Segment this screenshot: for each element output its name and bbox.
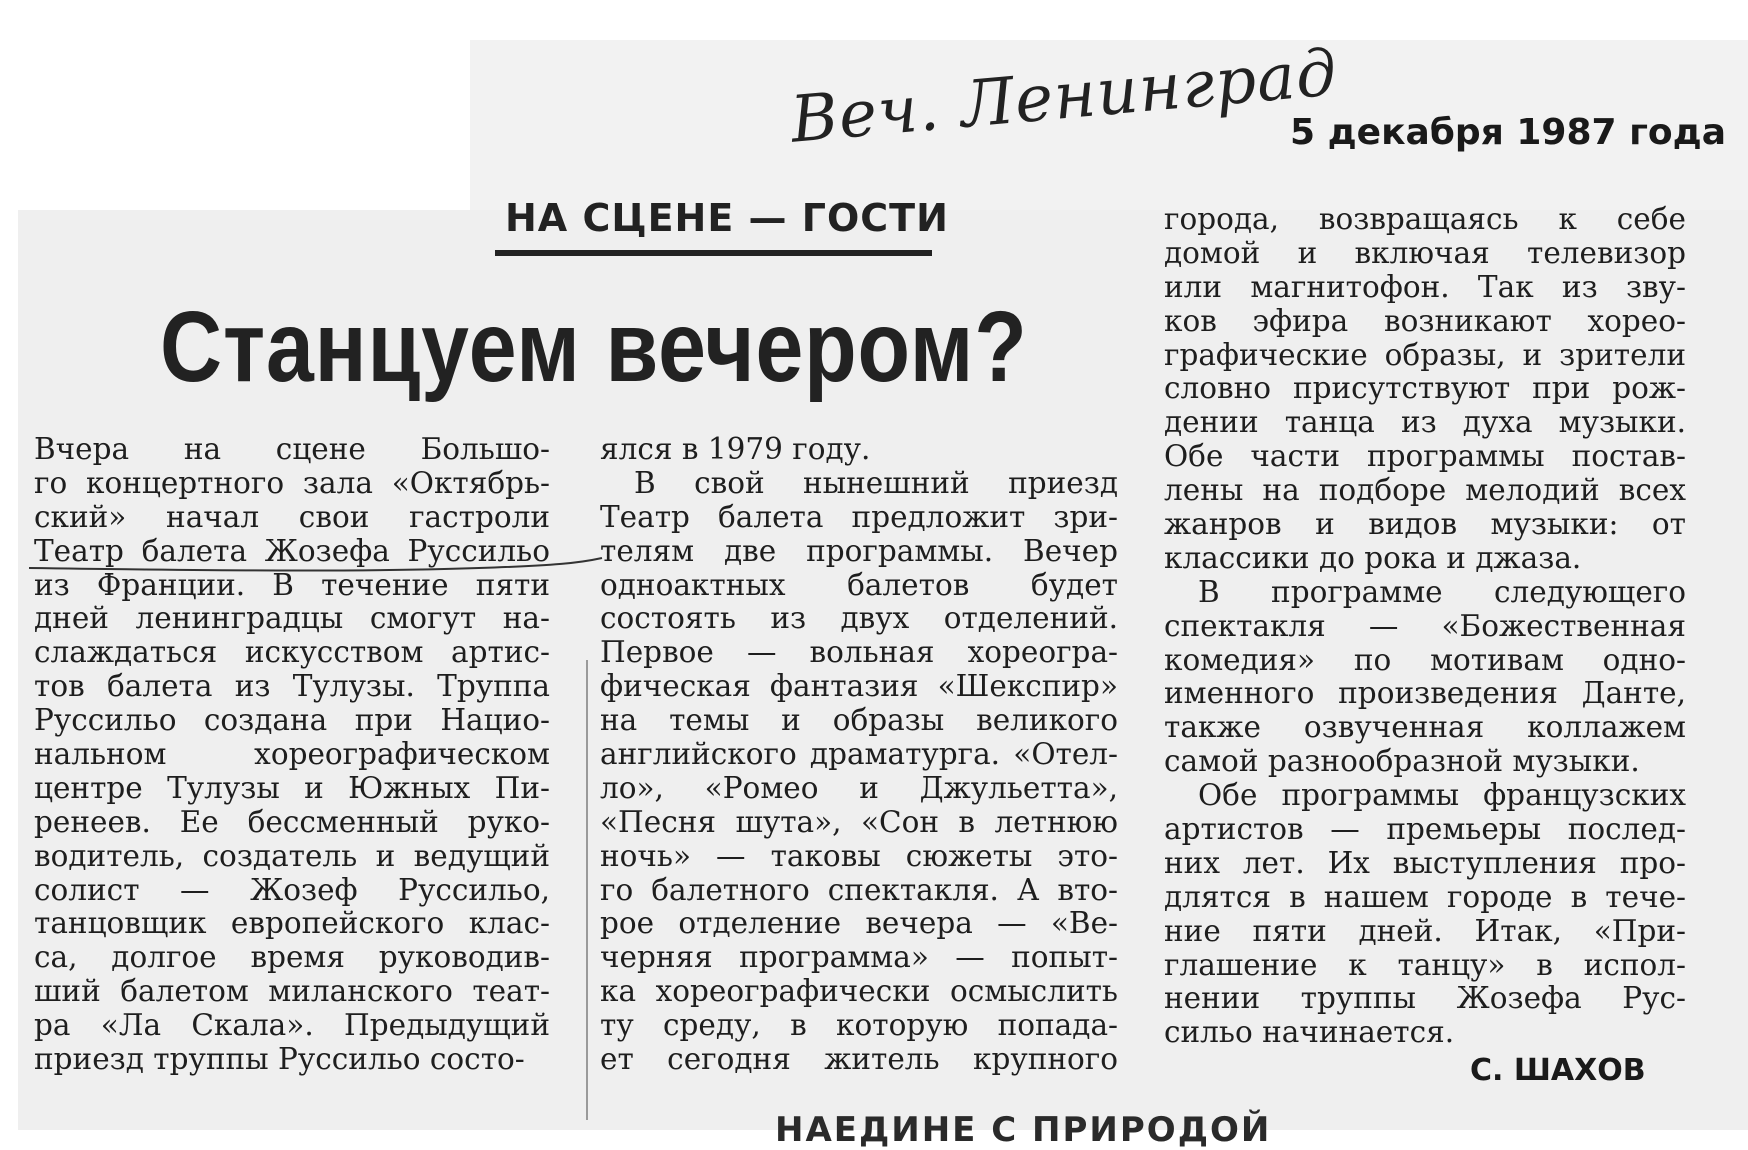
article-text-line: Обе программы французских: [1198, 779, 1686, 813]
article-text-line: В свой нынешний приезд: [634, 466, 1118, 500]
column-divider: [586, 660, 588, 1120]
section-rubric: НА СЦЕНЕ — ГОСТИ: [505, 196, 949, 240]
article-text-line: ский» начал свои гастроли: [34, 500, 550, 534]
article-text-line: приезд труппы Руссильо состо-: [34, 1043, 525, 1077]
article-text-line: «Песня шута», «Сон в летнюю: [600, 805, 1118, 839]
article-column-2: [600, 433, 1118, 1077]
article-text-line: В программе следующего: [1198, 575, 1686, 609]
article-text-line: ра «Ла Скала». Предыдущий: [34, 1009, 550, 1043]
publication-date: 5 декабря 1987 года: [1290, 112, 1726, 153]
article-text-line: танцовщик европейского клас-: [34, 907, 550, 941]
article-text-line: словно присутствуют при рож-: [1164, 372, 1686, 406]
article-text-line: спектакля — «Божественная: [1164, 609, 1686, 643]
article-headline: Станцуем вечером?: [160, 291, 1028, 403]
article-text-line: фическая фантазия «Шекспир»: [600, 670, 1118, 704]
article-text-line: английского драматурга. «Отел-: [600, 738, 1118, 772]
article-text-line: графические образы, и зрители: [1164, 338, 1686, 372]
rubric-underline: [495, 250, 932, 256]
article-text-line: ка хореографически осмыслить: [600, 975, 1118, 1009]
article-text-line: состоять из двух отделений.: [600, 602, 1118, 636]
article-text-line: са, долгое время руководив-: [34, 941, 550, 975]
article-column-1: [34, 433, 550, 1077]
next-article-heading: НАЕДИНЕ С ПРИРОДОЙ: [775, 1110, 1272, 1150]
article-text-line: дении танца из духа музыки.: [1164, 406, 1686, 440]
article-text-line: солист — Жозеф Руссильо,: [34, 873, 550, 907]
article-text-line: нении труппы Жозефа Рус-: [1164, 982, 1686, 1016]
article-text-line: на темы и образы великого: [600, 704, 1118, 738]
article-text-line: жанров и видов музыки: от: [1164, 508, 1686, 542]
article-text-line: комедия» по мотивам одно-: [1164, 643, 1686, 677]
article-text-line: центре Тулузы и Южных Пи-: [34, 771, 550, 805]
article-text-line: них лет. Их выступления про-: [1164, 846, 1686, 880]
article-text-line: Театр балета Жозефа Руссильо: [34, 534, 550, 568]
article-text-line: ло», «Ромео и Джульетта»,: [600, 771, 1118, 805]
article-text-line: лены на подборе мелодий всех: [1164, 474, 1686, 508]
article-text-line: черняя программа» — попыт-: [600, 941, 1118, 975]
article-text-line: глашение к танцу» в испол-: [1164, 948, 1686, 982]
article-text-line: ет сегодня житель крупного: [600, 1043, 1118, 1077]
article-text-line: Обе части программы постав-: [1164, 440, 1686, 474]
article-text-line: из Франции. В течение пяти: [34, 568, 550, 602]
article-text-line: нальном хореографическом: [34, 738, 550, 772]
article-text-line: одноактных балетов будет: [600, 568, 1118, 602]
handwritten-source-note: Веч. Ленинград: [787, 36, 1341, 158]
article-text-line: го балетного спектакля. А вто-: [600, 873, 1118, 907]
article-text-line: именного произведения Данте,: [1164, 677, 1686, 711]
article-text-line: Театр балета предложит зри-: [600, 500, 1118, 534]
article-text-line: самой разнообразной музыки.: [1164, 745, 1640, 779]
article-text-line: артистов — премьеры послед-: [1164, 813, 1686, 847]
article-text-line: ший балетом миланского теат-: [34, 975, 550, 1009]
article-author: С. ШАХОВ: [1470, 1053, 1646, 1088]
article-text-line: го концертного зала «Октябрь-: [34, 466, 550, 500]
article-text-line: ночь» — таковы сюжеты это-: [600, 839, 1118, 873]
article-text-line: телям две программы. Вечер: [600, 534, 1118, 568]
article-column-3: [1164, 203, 1686, 1050]
article-text-line: длятся в нашем городе в тече-: [1164, 880, 1686, 914]
article-text-line: города, возвращаясь к себе: [1164, 203, 1686, 236]
article-text-line: ялся в 1979 году.: [600, 433, 871, 466]
article-text-line: водитель, создатель и ведущий: [34, 839, 550, 873]
article-text-line: ренеев. Ее бессменный руко-: [34, 805, 550, 839]
article-text-line: ние пяти дней. Итак, «При-: [1164, 914, 1686, 948]
article-text-line: Первое — вольная хореогра-: [600, 636, 1118, 670]
article-text-line: также озвученная коллажем: [1164, 711, 1686, 745]
article-text-line: ту среду, в которую попада-: [600, 1009, 1118, 1043]
article-text-line: или магнитофон. Так из зву-: [1164, 270, 1686, 304]
article-text-line: домой и включая телевизор: [1164, 236, 1686, 270]
article-text-line: Вчера на сцене Большо-: [34, 433, 550, 466]
article-text-line: сильо начинается.: [1164, 1016, 1455, 1050]
article-text-line: слаждаться искусством артис-: [34, 636, 550, 670]
article-text-line: тов балета из Тулузы. Труппа: [34, 670, 550, 704]
article-text-line: рое отделение вечера — «Ве-: [600, 907, 1118, 941]
article-text-line: Руссильо создана при Нацио-: [34, 704, 550, 738]
article-text-line: дней ленинградцы смогут на-: [34, 602, 550, 636]
article-text-line: классики до рока и джаза.: [1164, 541, 1582, 575]
article-text-line: ков эфира возникают хорео-: [1164, 304, 1686, 338]
